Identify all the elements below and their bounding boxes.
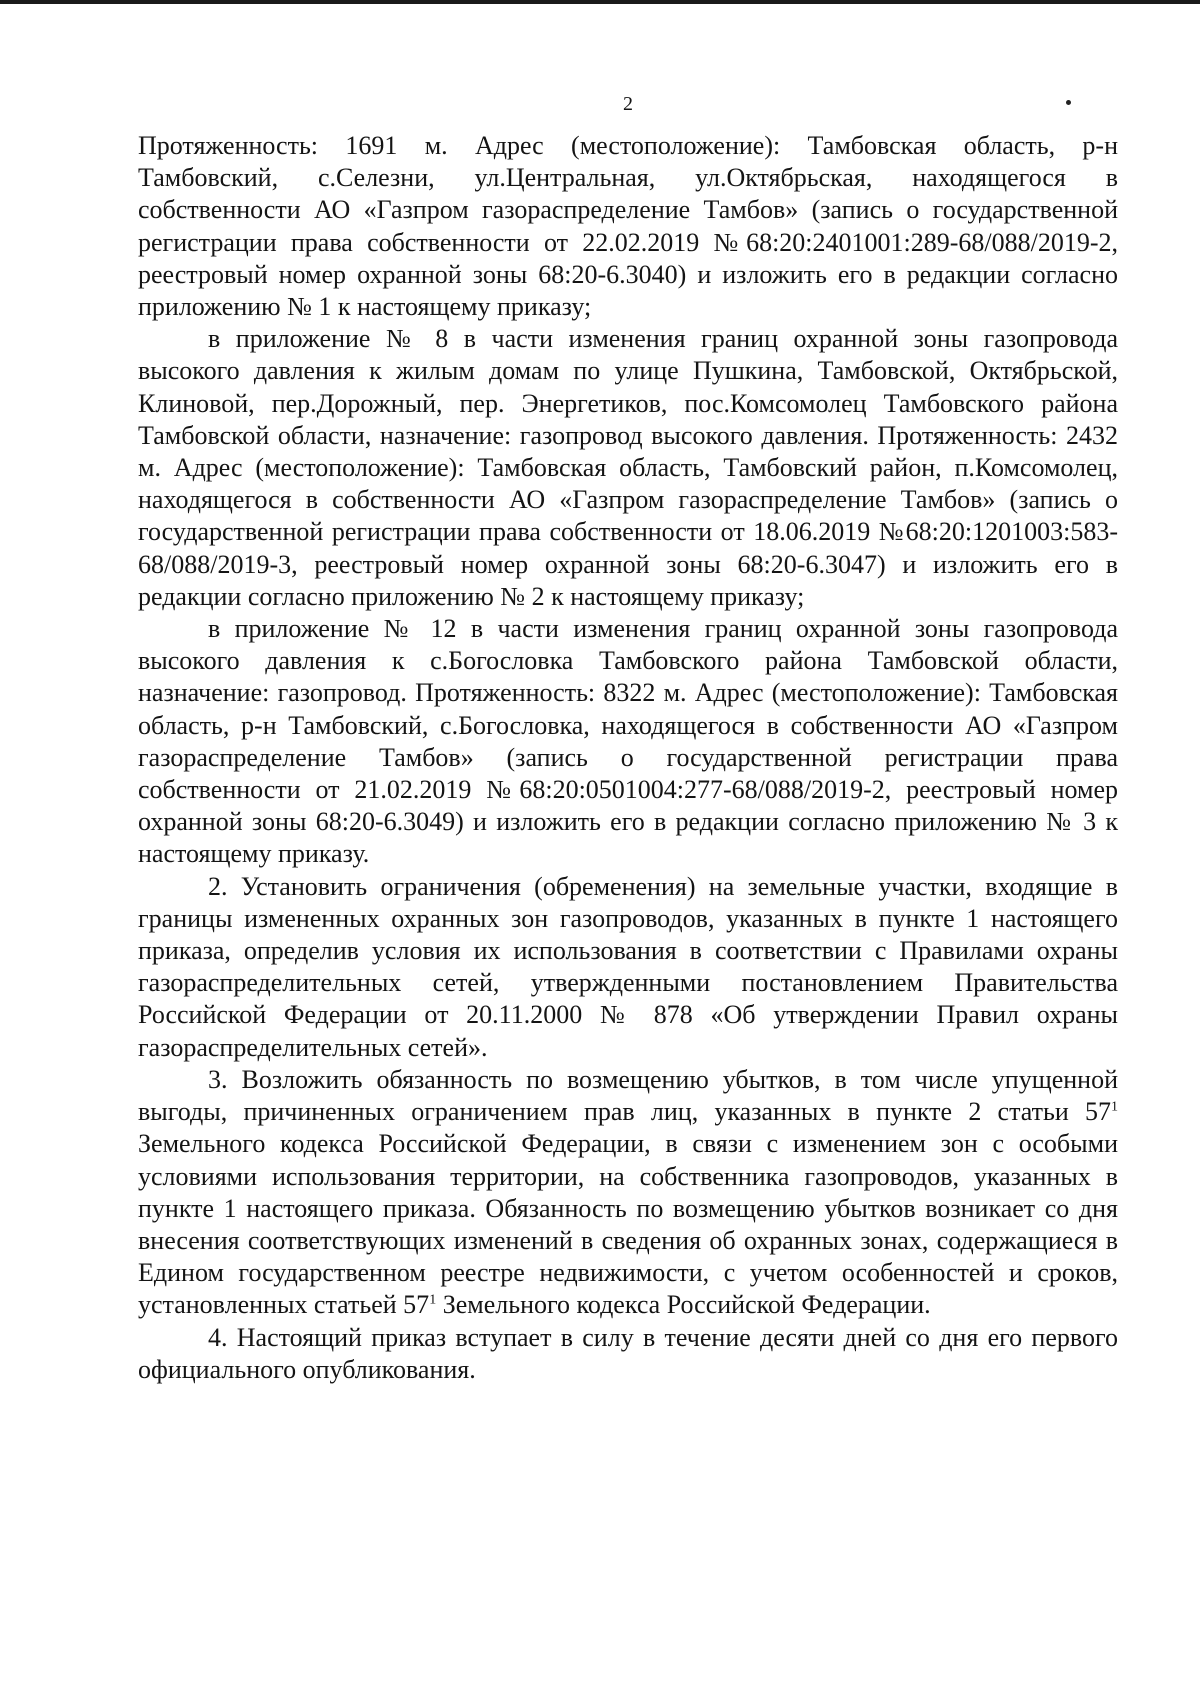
- scan-top-edge: [0, 0, 1200, 4]
- article-57-superscript: 1: [1111, 1099, 1118, 1115]
- item-3-text-part-1: 3. Возложить обязанность по возмещению убытков, в том числе упущенной выгоды, причиненных ограничением прав лиц, указанных в пункте 2 статьи 57: [138, 1064, 1118, 1127]
- item-3-text-part-2: Земельного кодекса Российской Федерации, в связи с изменением зон с особыми условиями использования территории, на собственника газопроводов, указанных в пункте 1 настоящего приказа. Обязанность по возмещению убытков возникает со дня внесения соответствующих изменений в сведения об охранных зонах, содержащиеся в Едином государственном реестре недвижимости, с учетом особенностей и сроков, установленных статьей 57: [138, 1129, 1118, 1320]
- paragraph-item-4-effective: 4. Настоящий приказ вступает в силу в течение десяти дней со дня его первого официального опубликования.: [138, 1322, 1118, 1384]
- paragraph-appendix-8: в приложение № 8 в части изменения границ охранной зоны газопровода высокого давления к жилым домам по улице Пушкина, Тамбовской, Октябрьской, Клиновой, пер.Дорожный, пер. Энергетиков, пос.Комсомолец Тамбовского района Тамбовской области, назначение: газопровод высокого давления. Протяженность: 2432 м. Адрес (местоположение): Тамбовская область, Тамбовский район, п.Комсомолец, находящегося в собственности АО «Газпром газораспределение Тамбов» (запись о государственной регистрации права собственности от 18.06.2019 №68:20:1201003:583-68/088/2019-3, реестровый номер охранной зоны 68:20-6.3047) и изложить его в редакции согласно приложению № 2 к настоящему приказу;: [138, 324, 1118, 611]
- item-3-text-part-3: Земельного кодекса Российской Федерации.: [436, 1290, 931, 1320]
- paragraph-item-2-restrictions: 2. Установить ограничения (обременения) на земельные участки, входящие в границы измененных охранных зон газопроводов, указанных в пункте 1 настоящего приказа, определив условия их использования в соответствии с Правилами охраны газораспределительных сетей, утвержденными постановлением Правительства Российской Федерации от 20.11.2000 № 878 «Об утверждении Правил охраны газораспределительных сетей».: [138, 871, 1118, 1062]
- page-number: 2: [623, 93, 633, 115]
- paragraph-item-3-compensation: [138, 1064, 1118, 1322]
- document-page: [138, 92, 1118, 1386]
- paragraph-appendix-12: в приложение № 12 в части изменения границ охранной зоны газопровода высокого давления к с.Богословка Тамбовского района Тамбовской области, назначение: газопровод. Протяженность: 8322 м. Адрес (местоположение): Тамбовская область, р-н Тамбовский, с.Богословка, находящегося в собственности АО «Газпром газораспределение Тамбов» (запись о государственной регистрации права собственности от 21.02.2019 №68:20:0501004:277-68/088/2019-2, реестровый номер охранной зоны 68:20-6.3049) и изложить его в редакции согласно приложению № 3 к настоящему приказу.: [138, 614, 1118, 869]
- article-57-superscript: 1: [429, 1292, 437, 1308]
- paragraph-selezni-pipeline: Протяженность: 1691 м. Адрес (местоположение): Тамбовская область, р-н Тамбовский, с.Селезни, ул.Центральная, ул.Октябрьская, находящегося в собственности АО «Газпром газораспределение Тамбов» (запись о государственной регистрации права собственности от 22.02.2019 №68:20:2401001:289-68/088/2019-2, реестровый номер охранной зоны 68:20-6.3040) и изложить его в редакции согласно приложению № 1 к настоящему приказу;: [138, 131, 1118, 322]
